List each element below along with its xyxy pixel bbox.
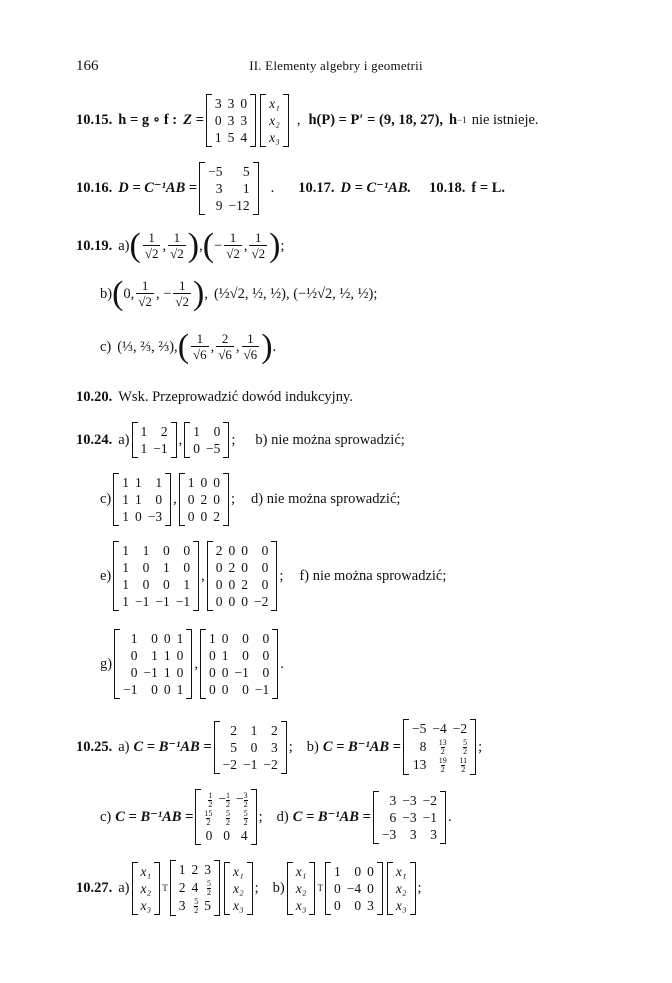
formula-hinv: h (449, 111, 458, 128)
matrix-cell: 0 (130, 648, 138, 663)
matrix-cell: x₃ (395, 897, 407, 913)
answer-10-20 (76, 386, 632, 408)
answer-10-25-cd: c) C = B⁻¹AB = $\frac{1}{2}$ − $\frac{1}{2}$ − $\frac{3}{2}$ $\frac{15}{2}$ $\frac{5}{2}$ $\frac{5}{2}$ 0 0 4 ; d) C = B⁻¹AB = 3 −3 −2 6 −3 −1 −3 3 3 . (100, 790, 452, 843)
matrix-cell: 0 (213, 474, 221, 490)
matrix-cell: x₂ (295, 880, 307, 896)
matrix-cell: 6 (389, 809, 397, 825)
matrix-cell: x₁ (269, 95, 280, 111)
matrix-cell: 0 (261, 560, 269, 575)
matrix-cell: 4 (240, 827, 248, 843)
answer-10-24-c: c) 1 1 1 1 1 0 1 0 −3 , 1 0 0 0 2 0 0 0 2 ; d) nie można sprowadzić; (100, 474, 401, 524)
matrix-cell: x₁ (295, 863, 307, 879)
problem-number: 10.20. (76, 388, 113, 405)
matrix-cell: − $\frac{3}{2}$ (235, 790, 248, 809)
matrix (325, 862, 383, 915)
transpose-mark: T (162, 883, 168, 893)
text: (⅓, ⅔, ⅔), (117, 338, 178, 355)
matrix-cell: 0 (187, 508, 195, 524)
matrix-cell: x₁ (395, 863, 407, 879)
matrix-cell: 3 (367, 897, 374, 913)
matrix-cell: 1 (250, 722, 258, 738)
matrix-cell: $\frac{5}{2}$ (463, 737, 468, 756)
matrix-cell: 1 (140, 441, 148, 456)
matrix-cell: 0 (262, 665, 270, 680)
matrix-cell: 0 (215, 560, 223, 575)
matrix-cell: $\frac{15}{2}$ (204, 808, 213, 827)
matrix-cell: − $\frac{1}{2}$ (218, 790, 230, 809)
text: d) nie można sprowadzić; (251, 490, 401, 507)
matrix (214, 721, 287, 774)
matrix-cell: −2 (222, 756, 237, 772)
text: Wsk. Przeprowadzić dowód indukcyjny. (118, 388, 353, 405)
text: b) nie można sprowadzić; (255, 431, 405, 448)
matrix-cell: 0 (228, 594, 236, 609)
matrix-cell: 0 (333, 897, 341, 913)
matrix-cell: 4 (191, 879, 199, 895)
matrix-cell: 2 (191, 862, 199, 878)
matrix-cell: 0 (262, 648, 270, 663)
matrix-cell: 1 (333, 863, 341, 879)
running-header: II. Elementy algebry i geometrii (249, 58, 423, 73)
matrix-cell: x₃ (140, 897, 152, 913)
answer-10-24-g: g) 1 0 0 1 0 1 1 0 0 −1 1 0 −1 0 0 1 , 1 0 0 0 0 1 0 0 0 0 −1 0 0 0 0 −1 . (100, 631, 284, 697)
matrix (199, 162, 259, 215)
matrix (179, 473, 229, 526)
matrix (113, 473, 171, 526)
matrix-cell: −2 (263, 756, 278, 772)
matrix (207, 541, 278, 611)
matrix-cell: x₂ (140, 880, 152, 896)
matrix-cell: −1 (123, 682, 138, 697)
matrix-cell: x₂ (232, 880, 244, 896)
matrix-cell: 1 (176, 631, 184, 646)
text: f) nie można sprowadzić; (299, 567, 447, 584)
matrix-cell: −5 (208, 163, 223, 179)
matrix-cell: −12 (228, 197, 250, 213)
paren: ( (202, 227, 215, 264)
matrix-cell: −2 (452, 721, 468, 737)
formula-hp: h(P) = P′ = (9, 18, 27), (308, 111, 444, 128)
part-label: b) (100, 285, 113, 302)
page-number: 166 (76, 58, 99, 74)
matrix-cell: 1 (155, 474, 163, 490)
matrix-cell: 5 (242, 163, 250, 179)
matrix-cell: −1 (175, 594, 191, 609)
matrix-cell: 4 (240, 129, 248, 145)
paren: ( (112, 275, 124, 312)
formula: C = B⁻¹AB = (133, 739, 212, 755)
matrix-cell: 0 (208, 648, 216, 663)
matrix-cell: 0 (367, 863, 374, 879)
vector (387, 862, 416, 915)
matrix-cell: 3 (215, 180, 223, 196)
matrix-cell: 8 (419, 738, 427, 754)
matrix-cell: 0 (163, 577, 170, 592)
fraction: 1 √6 (243, 331, 258, 362)
vector (287, 862, 316, 915)
matrix-cell: x₂ (395, 880, 407, 896)
matrix-cell: $\frac{5}{2}$ (243, 808, 248, 827)
matrix-cell: 0 (163, 682, 171, 697)
vector (224, 862, 253, 915)
paren: ( (177, 328, 190, 365)
matrix-cell: −4 (432, 721, 447, 737)
paren: ) (187, 227, 200, 264)
matrix-cell: 0 (262, 631, 270, 646)
matrix-cell: 0 (183, 560, 191, 575)
matrix-cell: 3 (389, 792, 397, 808)
matrix-cell: 0 (354, 863, 362, 879)
matrix-cell: −5 (206, 441, 221, 456)
matrix-cell: 1 (122, 508, 130, 524)
matrix-cell: −4 (346, 880, 362, 896)
paren: ) (261, 328, 273, 365)
matrix-cell: 3 (227, 112, 235, 128)
matrix-cell: 1 (151, 648, 158, 663)
matrix-cell: 3 (214, 95, 222, 111)
matrix-cell: −1 (422, 809, 437, 825)
matrix-cell: −1 (135, 594, 150, 609)
matrix-cell: $\frac{1}{2}$ (208, 790, 213, 809)
matrix-cell: 1 (176, 682, 184, 697)
matrix-cell: 2 (230, 722, 237, 738)
problem-number: 10.17. (298, 179, 335, 196)
matrix-cell: $\frac{5}{2}$ (194, 896, 199, 915)
matrix-cell: 0 (155, 491, 163, 507)
matrix-cell: x₁ (232, 863, 244, 879)
fraction: 1 √2 (175, 278, 190, 309)
matrix-cell: 0 (163, 543, 170, 558)
part-label: d) (276, 808, 289, 825)
formula-z: Z = (183, 111, 204, 128)
formula: C = B⁻¹AB = (322, 739, 401, 755)
matrix-cell: 0 (142, 577, 150, 592)
matrix-cell: 0 (242, 682, 249, 697)
transpose-mark: T (317, 883, 323, 893)
matrix-cell: 3 (270, 739, 278, 755)
matrix-cell: 1 (214, 129, 222, 145)
matrix-cell: 0 (221, 665, 229, 680)
matrix-cell: 1 (122, 594, 130, 609)
matrix-cell: 3 (178, 898, 186, 914)
formula: C = B⁻¹AB = (115, 809, 194, 825)
matrix-cell: 0 (333, 880, 341, 896)
matrix-cell: 0 (208, 665, 216, 680)
matrix-cell: −3 (381, 826, 397, 842)
problem-number: 10.25. (76, 738, 113, 755)
matrix-cell: 1 (163, 560, 170, 575)
matrix-cell: −2 (254, 594, 269, 609)
part-label: g) (100, 655, 113, 672)
matrix-cell: 0 (241, 560, 249, 575)
matrix-cell: 2 (200, 491, 208, 507)
matrix-cell: $\frac{19}{2}$ (438, 755, 447, 774)
matrix-cell: 0 (242, 648, 249, 663)
matrix-cell: 1 (122, 491, 130, 507)
matrix-cell: x₁ (140, 863, 152, 879)
matrix-cell: 0 (193, 441, 201, 456)
matrix-cell: 0 (151, 631, 158, 646)
matrix-cell: $\frac{5}{2}$ (206, 878, 211, 897)
matrix-cell: 2 (241, 577, 249, 592)
value: 0 (123, 285, 131, 302)
text: (½√2, ½, ½), (−½√2, ½, ½); (213, 285, 378, 302)
problem-number: 10.24. (76, 431, 113, 448)
matrix-cell: 1 (142, 543, 150, 558)
matrix (132, 422, 177, 458)
paren: ( (129, 227, 141, 264)
matrix-cell: 2 (160, 424, 168, 439)
matrix (184, 422, 229, 458)
part-label: b) (272, 879, 285, 896)
matrix-cell: 1 (135, 474, 142, 490)
matrix-cell: 0 (261, 577, 269, 592)
matrix-cell: 5 (204, 898, 211, 914)
fraction: 1 √2 (144, 230, 159, 261)
answer-10-24-e: e) 1 1 0 0 1 0 1 0 1 0 0 1 1 −1 −1 −1 , 2 0 0 0 0 2 0 0 0 0 2 0 0 0 0 −2 ; f) nie można sprowadzić; (100, 543, 447, 609)
part-label: c) (100, 808, 112, 825)
problem-number: 10.27. (76, 879, 113, 896)
matrix-cell: 0 (242, 631, 249, 646)
matrix-cell: 0 (200, 474, 208, 490)
fraction: 1 √2 (226, 230, 240, 261)
problem-number: 10.16. (76, 179, 113, 196)
matrix-cell: 0 (261, 543, 269, 558)
matrix-cell: 2 (178, 879, 186, 895)
matrix-cell: 0 (213, 424, 221, 439)
matrix (170, 860, 220, 916)
matrix-cell: $\frac{11}{2}$ (459, 755, 468, 774)
problem-number: 10.19. (76, 237, 113, 254)
matrix-cell: 1 (187, 474, 195, 490)
matrix-cell: −3 (402, 792, 417, 808)
matrix-cell: 2 (215, 543, 223, 558)
fraction: 1 √6 (193, 331, 207, 362)
matrix-cell: 0 (215, 577, 223, 592)
matrix-cell: 0 (205, 827, 213, 843)
answer-10-19-c: c) (⅓, ⅔, ⅔), ( 1 √6 , 2 √6 , 1 √6 ) . (100, 328, 277, 365)
matrix-cell: 2 (213, 508, 221, 524)
answer-10-15: 10.15. h = g ∘ f : Z = 3 3 0 0 3 3 1 5 4 x₁ x₂ x₃ , h(P) = P′ = (9, 18, 27), h −1 nie istnieje. (76, 95, 539, 145)
matrix-cell: x₂ (269, 112, 280, 128)
matrix-cell: x₃ (269, 129, 280, 145)
matrix-cell: 0 (223, 827, 230, 843)
matrix-cell: −1 (242, 756, 258, 772)
matrix-cell: 1 (242, 180, 250, 196)
matrix-cell: −3 (147, 508, 163, 524)
fraction: 1 √2 (170, 230, 184, 261)
matrix-cell: −1 (153, 441, 168, 456)
matrix-cell: $\frac{5}{2}$ (225, 808, 230, 827)
matrix-cell: 0 (221, 631, 229, 646)
matrix-cell: 1 (122, 560, 130, 575)
matrix-cell: 0 (130, 665, 138, 680)
matrix (195, 789, 256, 845)
matrix-cell: 0 (354, 897, 362, 913)
matrix-cell: 0 (250, 739, 258, 755)
formula: f = L. (471, 179, 506, 196)
matrix-cell: 0 (221, 682, 229, 697)
fraction: 1 √2 (251, 230, 266, 261)
matrix-cell: 3 (227, 95, 235, 111)
matrix (373, 791, 446, 844)
matrix-cell: 1 (122, 474, 130, 490)
matrix-cell: 0 (213, 491, 221, 507)
matrix-cell: 9 (215, 197, 223, 213)
matrix-cell: −2 (422, 792, 437, 808)
paren: ) (193, 275, 205, 312)
matrix-cell: 0 (228, 543, 236, 558)
problem-number: 10.15. (76, 111, 113, 128)
part-label: a) (118, 237, 130, 254)
matrix-cell: 0 (228, 577, 236, 592)
answer-10-19-a: 10.19. a) ( 1 √2 , 1 √2 ) , ( − 1 √2 , 1 √2 ) ; (76, 227, 285, 264)
matrix-cell: 1 (208, 631, 216, 646)
matrix-cell: 0 (240, 95, 248, 111)
fraction: 2 √6 (218, 331, 232, 362)
matrix-cell: 1 (163, 665, 171, 680)
matrix-cell: −1 (143, 665, 158, 680)
matrix (200, 629, 278, 699)
matrix-cell: 3 (204, 862, 211, 878)
answer-10-24-a: 10.24. a) 1 2 1 −1 , 1 0 0 −5 ; b) nie można sprowadzić; (76, 424, 405, 456)
matrix-cell: −1 (234, 665, 249, 680)
superscript: −1 (457, 115, 467, 125)
matrix-cell: 3 (240, 112, 248, 128)
matrix-cell: 0 (151, 682, 158, 697)
matrix-cell: 0 (367, 880, 374, 896)
paren: ) (269, 227, 281, 264)
matrix (113, 541, 199, 611)
matrix-cell: 1 (130, 631, 138, 646)
formula: C = B⁻¹AB = (292, 809, 371, 825)
part-label: c) (100, 490, 112, 507)
formula-lhs: h = g ∘ f : (118, 112, 178, 128)
matrix-cell: 3 (409, 826, 417, 842)
matrix-cell: −3 (402, 809, 417, 825)
matrix-cell: −5 (411, 721, 427, 737)
matrix-cell: 5 (230, 739, 237, 755)
formula: D = C⁻¹AB. (340, 180, 412, 196)
formula: D = C⁻¹AB = (118, 180, 198, 196)
matrix-cell: 0 (215, 594, 223, 609)
answer-10-16: 10.16. D = C⁻¹AB = −5 5 3 1 9 −12 . 10.17. D = C⁻¹AB. 10.18. f = L. (76, 163, 506, 213)
matrix-cell: −1 (254, 682, 270, 697)
matrix-cell: 1 (135, 491, 142, 507)
matrix-cell: 0 (176, 648, 184, 663)
part-label: a) (118, 738, 130, 755)
matrix-cell: 2 (270, 722, 278, 738)
matrix-cell: 1 (221, 648, 229, 663)
part-label: a) (118, 879, 130, 896)
matrix-cell: $\frac{13}{2}$ (438, 737, 447, 756)
matrix-cell: 1 (163, 648, 171, 663)
vector (260, 94, 289, 147)
matrix-cell: 1 (122, 543, 130, 558)
matrix-cell: 0 (200, 508, 208, 524)
part-label: a) (118, 431, 130, 448)
matrix-cell: 1 (183, 577, 191, 592)
matrix-cell: 0 (208, 682, 216, 697)
text: nie istnieje. (471, 111, 539, 128)
matrix-cell: −1 (155, 594, 170, 609)
part-label: e) (100, 567, 112, 584)
matrix-cell: 0 (183, 543, 191, 558)
matrix-cell: 3 (430, 826, 437, 842)
matrix-cell: 0 (187, 491, 195, 507)
matrix-cell: 2 (228, 560, 236, 575)
matrix-cell: 0 (142, 560, 150, 575)
vector (132, 862, 161, 915)
matrix-cell: 1 (122, 577, 130, 592)
matrix-cell: x₃ (295, 897, 307, 913)
part-label: b) (306, 738, 319, 755)
matrix-cell: 0 (241, 594, 249, 609)
matrix (206, 94, 256, 147)
matrix-cell: 1 (140, 424, 148, 439)
answer-10-25-ab: 10.25. a) C = B⁻¹AB = 2 1 2 5 0 3 −2 −1 −2 ; b) C = B⁻¹AB = −5 −4 −2 8 $\frac{13}{2}$ $\frac{5}{2}$ 13 $\frac{19}{2}$ $\frac{11}{2}$ ; (76, 721, 483, 774)
part-label: c) (100, 338, 112, 355)
matrix-cell: 0 (176, 665, 184, 680)
matrix-cell: 0 (241, 543, 249, 558)
matrix-cell: 0 (163, 631, 171, 646)
matrix-cell: 0 (135, 508, 142, 524)
matrix-cell: 1 (193, 424, 201, 439)
matrix (403, 719, 476, 775)
matrix-cell: 1 (178, 862, 186, 878)
matrix-cell: 5 (227, 129, 235, 145)
fraction: 1 √2 (138, 278, 152, 309)
matrix-cell: 13 (412, 757, 427, 773)
answer-10-27: 10.27. a) x₁ x₂ x₃ T 1 2 3 2 4 $\frac{5}{2}$ 3 $\frac{5}{2}$ 5 x₁ x₂ x₃ ; b) x₁ x₂ x₃ T 1 0 0 0 −4 0 0 0 3 x₁ x₂ x₃ ; (76, 862, 422, 915)
matrix-cell: x₃ (232, 897, 244, 913)
problem-number: 10.18. (429, 179, 466, 196)
matrix (114, 629, 192, 699)
answer-10-19-b: b) ( 0 , 1 √2 , − 1 √2 ) , (½√2, ½, ½), (−½√2, ½, ½); (100, 275, 378, 312)
matrix-cell: 0 (214, 112, 222, 128)
